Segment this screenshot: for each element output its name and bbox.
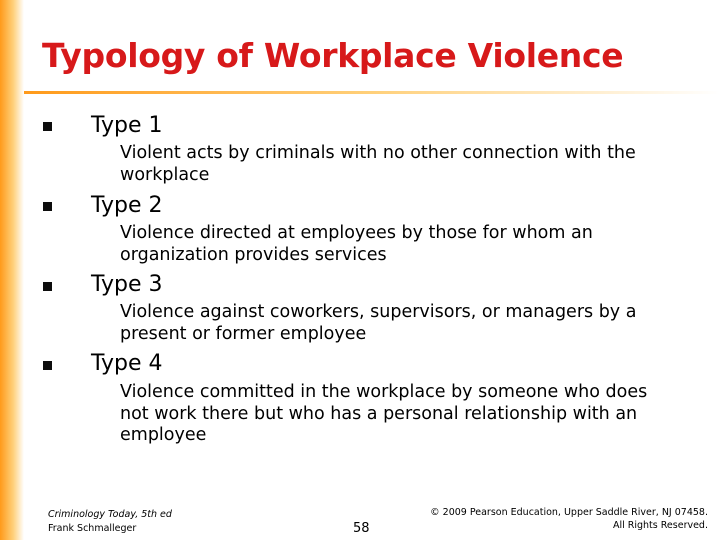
item-heading-type-1: Type 1 — [91, 113, 163, 138]
bullet-square-icon — [43, 122, 52, 131]
title-underline-rule — [24, 91, 720, 94]
item-description-type-4: Violence committed in the workplace by someone who does not work there but who has a personal relationship with an employee — [120, 382, 648, 445]
item-heading-type-2: Type 2 — [91, 193, 163, 218]
copyright-line-1: © 2009 Pearson Education, Upper Saddle River, NJ 07458. — [430, 507, 708, 518]
item-description-type-1: Violent acts by criminals with no other connection with the workplace — [120, 143, 636, 185]
footer-author: Frank Schmalleger — [48, 523, 137, 534]
item-description-type-3: Violence against coworkers, supervisors, or managers by a present or former employee — [120, 302, 637, 344]
bullet-square-icon — [43, 361, 52, 370]
footer-source — [48, 508, 172, 536]
item-heading-type-3: Type 3 — [91, 272, 163, 297]
item-heading-type-4: Type 4 — [91, 351, 163, 376]
slide-title: Typology of Workplace Violence — [42, 36, 624, 75]
bullet-square-icon — [43, 282, 52, 291]
bullet-square-icon — [43, 202, 52, 211]
copyright-line-2: All Rights Reserved. — [612, 520, 708, 531]
footer-copyright — [430, 506, 708, 532]
page-number: 58 — [353, 521, 370, 536]
item-description-type-2: Violence directed at employees by those for whom an organization provides services — [120, 223, 593, 265]
footer-book-title: Criminology Today, 5th ed — [48, 509, 172, 520]
left-accent-bar — [0, 0, 24, 540]
